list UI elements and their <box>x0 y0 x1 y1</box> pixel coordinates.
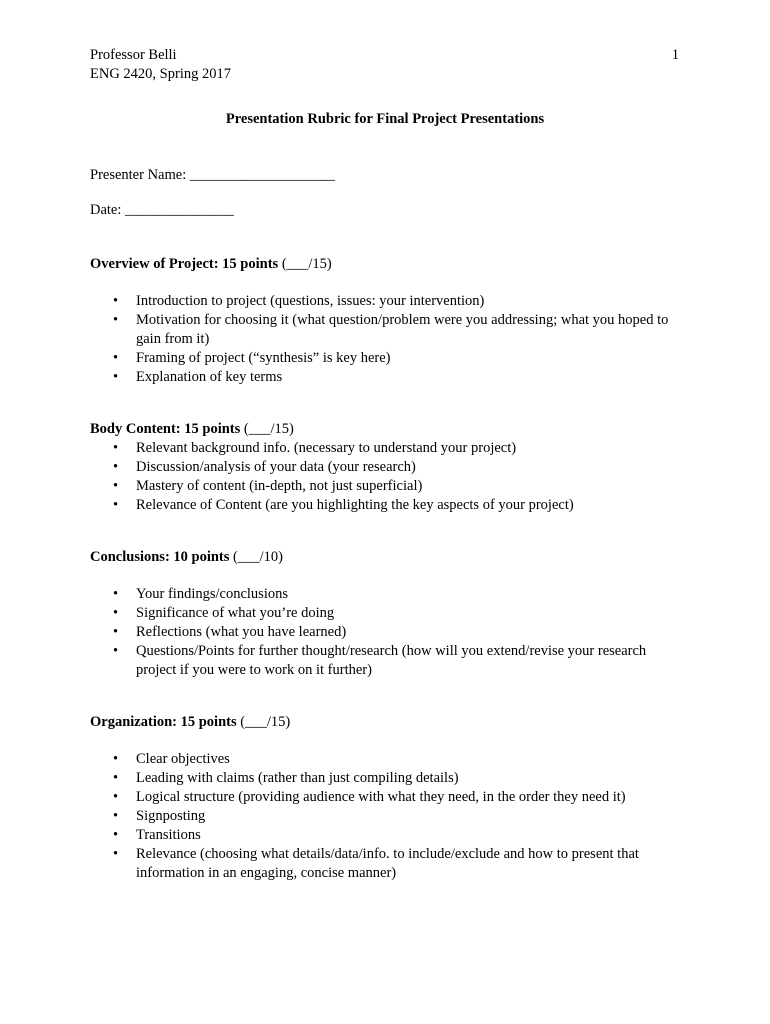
section-title: Overview of Project: 15 points <box>90 256 279 272</box>
list-item: • Transitions <box>90 826 690 845</box>
page-number: 1 <box>671 47 679 63</box>
date-field: Date: _______________ <box>90 202 234 218</box>
list-item: • Clear objectives <box>90 750 690 769</box>
section-organization <box>90 713 690 883</box>
section-conclusions <box>90 548 690 680</box>
course-info: ENG 2420, Spring 2017 <box>90 66 231 82</box>
list-item: • Leading with claims (rather than just compiling details) <box>90 769 690 788</box>
section-heading <box>90 255 690 274</box>
section-heading <box>90 420 690 439</box>
section-score: (___/15) <box>240 421 294 437</box>
criteria-list <box>90 750 690 883</box>
document-title: Presentation Rubric for Final Project Presentations <box>225 111 545 127</box>
list-item: • Relevance of Content (are you highlighting the key aspects of your project) <box>90 496 690 515</box>
criteria-list <box>90 292 690 387</box>
list-item: • Relevant background info. (necessary to understand your project) <box>90 439 690 458</box>
list-item: • Motivation for choosing it (what question/problem were you addressing; what you hoped to gain from it) <box>90 311 690 349</box>
section-title: Organization: 15 points <box>90 714 237 730</box>
section-title: Body Content: 15 points <box>90 421 241 437</box>
list-item: • Relevance (choosing what details/data/info. to include/exclude and how to present that information in an engaging, concise manner) <box>90 845 690 883</box>
list-item: • Reflections (what you have learned) <box>90 623 690 642</box>
list-item: • Your findings/conclusions <box>90 585 690 604</box>
list-item: • Signposting <box>90 807 690 826</box>
list-item: • Significance of what you’re doing <box>90 604 690 623</box>
section-overview <box>90 255 690 387</box>
page-header <box>90 46 231 84</box>
author-name: Professor Belli <box>90 47 177 63</box>
section-score: (___/10) <box>229 549 283 565</box>
criteria-list <box>90 439 690 515</box>
list-item: • Discussion/analysis of your data (your research) <box>90 458 690 477</box>
section-heading <box>90 548 690 567</box>
list-item: • Logical structure (providing audience with what they need, in the order they need it) <box>90 788 690 807</box>
section-title: Conclusions: 10 points <box>90 549 230 565</box>
list-item: • Introduction to project (questions, issues: your intervention) <box>90 292 690 311</box>
section-score: (___/15) <box>236 714 291 730</box>
presenter-name-field: Presenter Name: ____________________ <box>90 167 335 183</box>
criteria-list <box>90 585 690 680</box>
list-item: • Mastery of content (in-depth, not just superficial) <box>90 477 690 496</box>
list-item: • Questions/Points for further thought/research (how will you extend/revise your research project if you were to work on it further) <box>90 642 690 680</box>
list-item: • Explanation of key terms <box>90 368 690 387</box>
section-heading <box>90 713 690 732</box>
section-score: (___/15) <box>278 256 332 272</box>
section-body-content <box>90 420 690 515</box>
list-item: • Framing of project (“synthesis” is key here) <box>90 349 690 368</box>
